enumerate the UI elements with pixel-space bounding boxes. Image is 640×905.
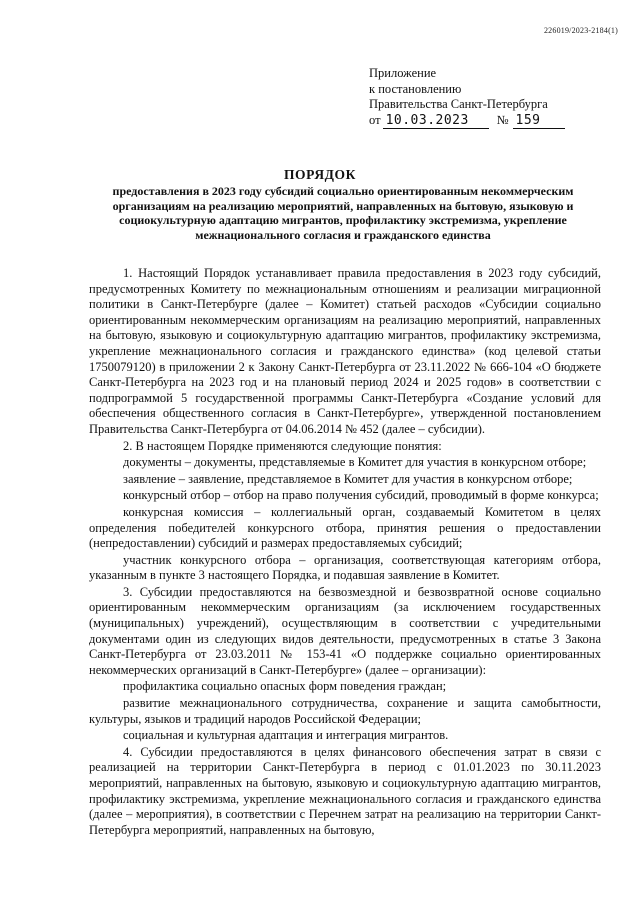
- document-body: [89, 266, 601, 838]
- appendix-date-number-line: [369, 113, 609, 129]
- document-title: ПОРЯДОК: [283, 167, 357, 182]
- paragraph-4: 4. Субсидии предоставляются в целях финансового обеспечения затрат в связи с реализацией на территории Санкт-Петербурга в период с 01.01.2023 по 30.11.2023 мероприятий, направленных на бытовую, языковую и социокультурную адаптацию мигрантов, профилактику экстремизма, укрепление межнационального согласия и гражданского единства (далее – мероприятия), в соответствии с Перечнем затрат на реализацию на территории Санкт-Петербурга мероприятий, направленных на бытовую,: [89, 744, 601, 837]
- paragraph-1: 1. Настоящий Порядок устанавливает правила предоставления в 2023 году субсидий, предусмотренных Комитету по межнациональным отношениям и реализации миграционной политики в Санкт-Петербурге (далее – Комитет) статьей расходов «Субсидии социально ориентированным некоммерческим организациям на реализацию мероприятий, направленных на бытовую, языковую и социокультурную адаптацию мигрантов, профилактику экстремизма, укрепление межнационального согласия и гражданского единства» (код целевой статьи 1750079120) в приложении 2 к Закону Санкт-Петербурга от 23.11.2022 № 666-104 «О бюджете Санкт-Петербурга на 2023 год и на плановый период 2024 и 2025 годов» в соответствии с подпрограммой 5 государственной программы Санкт-Петербурга «Создание условий для обеспечения общественного согласия в Санкт-Петербурге», утвержденной постановлением Правительства Санкт-Петербурга от 04.06.2014 № 452 (далее – субсидии).: [89, 266, 601, 436]
- definition-application: заявление – заявление, представляемое в Комитет для участия в конкурсном отборе;: [123, 471, 573, 486]
- date-prefix: от: [369, 112, 381, 127]
- appendix-line-1: Приложение: [369, 66, 437, 80]
- definition-participant: участник конкурсного отбора – организация, соответствующая категориям отбора, указанным в пункте 3 настоящего Порядка, и подавшая заявление в Комитет.: [89, 552, 601, 583]
- appendix-line-2: к постановлению: [369, 81, 462, 96]
- paragraph-3: 3. Субсидии предоставляются на безвозмездной и безвозвратной основе социально ориентированным некоммерческим организациям (за исключением государственных (муниципальных) учреждений), осуществляющим в соответствии с учредительными документами один из следующих видов деятельности, предусмотренных в статье 3 Закона Санкт-Петербурга от 23.03.2011 № 153-41 «О поддержке социально ориентированных некоммерческих организаций в Санкт-Петербурге» (далее – организации):: [89, 584, 601, 677]
- appendix-block: [369, 66, 609, 129]
- paragraph-2: 2. В настоящем Порядке применяются следующие понятия:: [123, 438, 442, 453]
- number-label: №: [496, 112, 509, 127]
- definition-documents: документы – документы, представляемые в Комитет для участия в конкурсном отборе;: [123, 455, 587, 470]
- document-registration-number: 226019/2023-2184(1): [543, 26, 618, 35]
- resolution-number-field: 159: [513, 114, 565, 129]
- activity-cooperation: развитие межнационального сотрудничества, сохранение и защита самобытности, культуры, языков и традиций народов Российской Федерации;: [89, 696, 601, 726]
- definition-commission: конкурсная комиссия – коллегиальный орган, создаваемый Комитетом в целях определения победителей конкурсного отбора, принятия решения о предоставлении (непредоставлении) субсидий и размерах предоставляемых субсидий;: [89, 504, 601, 551]
- activity-prevention: профилактика социально опасных форм поведения граждан;: [123, 679, 447, 694]
- definition-competitive-selection: конкурсный отбор – отбор на право получения субсидий, проводимый в форме конкурса;: [123, 488, 599, 503]
- activity-adaptation: социальная и культурная адаптация и интеграция мигрантов.: [123, 728, 449, 743]
- resolution-date-field: 10.03.2023: [383, 114, 489, 129]
- document-subtitle: предоставления в 2023 году субсидий социально ориентированным некоммерческим организациям на реализацию мероприятий, направленных на бытовую, языковую и социокультурную адаптацию мигрантов, профилактику экстремизма, укрепление межнационального согласия и гражданского единства: [112, 184, 574, 242]
- appendix-line-3: Правительства Санкт-Петербурга: [369, 97, 548, 111]
